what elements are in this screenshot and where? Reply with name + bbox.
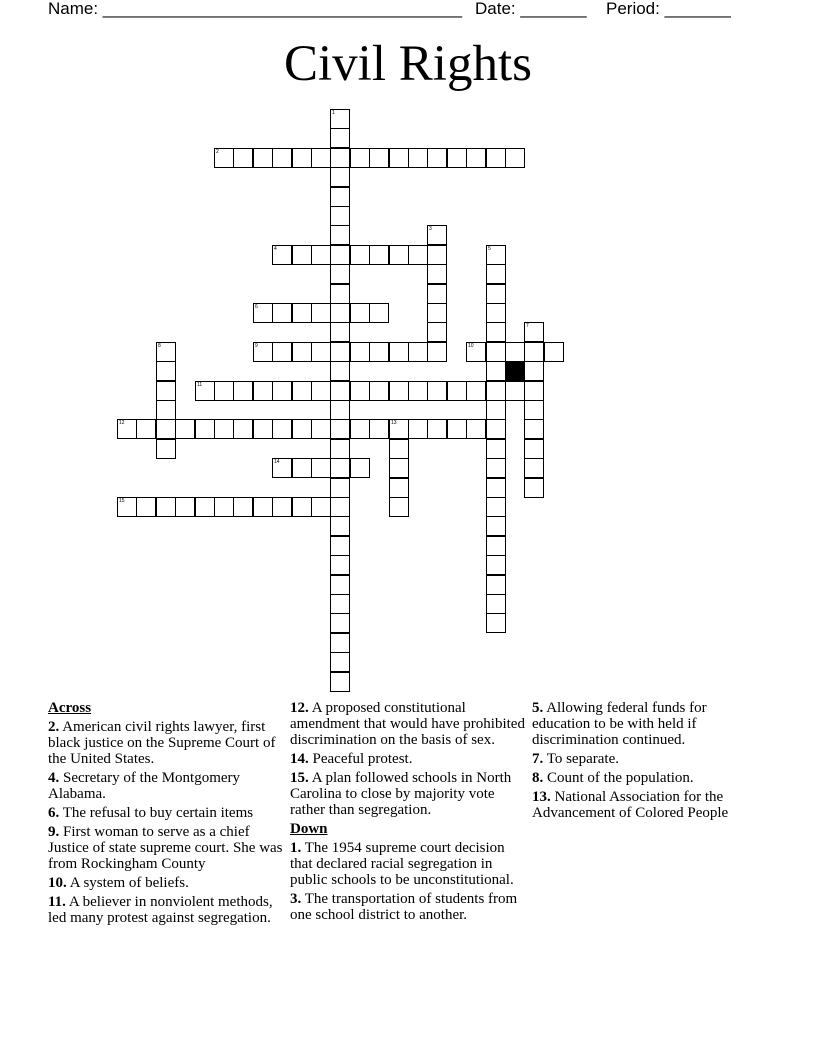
- clue-across-15: 15. A plan followed schools in North Carolina to close by majority vote rather than segregation.: [290, 770, 512, 818]
- crossword-cell[interactable]: [486, 148, 506, 168]
- crossword-cell[interactable]: [524, 342, 544, 362]
- crossword-cell[interactable]: [311, 148, 331, 168]
- crossword-cell[interactable]: [195, 419, 215, 439]
- clue-number-15: 15: [119, 498, 125, 504]
- crossword-cell[interactable]: [350, 245, 370, 265]
- crossword-cell[interactable]: [272, 342, 292, 362]
- clue-number-2: 2: [216, 149, 219, 155]
- crossword-cell[interactable]: [486, 400, 506, 420]
- crossword-cell[interactable]: [214, 419, 234, 439]
- crossword-cell[interactable]: [272, 381, 292, 401]
- crossword-cell[interactable]: [330, 245, 350, 265]
- crossword-cell[interactable]: [156, 381, 176, 401]
- crossword-cell[interactable]: [427, 342, 447, 362]
- crossword-cell[interactable]: [447, 148, 467, 168]
- crossword-cell[interactable]: [330, 167, 350, 187]
- crossword-cell[interactable]: [486, 536, 506, 556]
- crossword-cell[interactable]: [427, 225, 447, 245]
- clues-column-2: [290, 700, 526, 926]
- crossword-cell[interactable]: [195, 381, 215, 401]
- crossword-cell[interactable]: [214, 381, 234, 401]
- clue-across-9: 9. First woman to serve as a chief Justice of state supreme court. She was from Rockingham County: [48, 824, 283, 872]
- crossword-cell[interactable]: [156, 400, 176, 420]
- crossword-cell[interactable]: [292, 245, 312, 265]
- crossword-cell[interactable]: [253, 148, 273, 168]
- crossword-cell[interactable]: [330, 613, 350, 633]
- clue-down-3: 3. The transportation of students from one school district to another.: [290, 891, 518, 923]
- crossword-cell[interactable]: [486, 458, 506, 478]
- crossword-cell[interactable]: [389, 342, 409, 362]
- crossword-cell[interactable]: [447, 381, 467, 401]
- crossword-cell[interactable]: [311, 458, 331, 478]
- crossword-cell[interactable]: [330, 225, 350, 245]
- crossword-cell[interactable]: [311, 303, 331, 323]
- clue-across-12: 12. A proposed constitutional amendment that would have prohibited discrimination on the basis of sex.: [290, 700, 525, 748]
- crossword-cell[interactable]: [311, 381, 331, 401]
- crossword-cell[interactable]: [427, 284, 447, 304]
- across-clues-column-1: [48, 700, 284, 929]
- crossword-cell[interactable]: [427, 322, 447, 342]
- clue-number-13: 13: [391, 420, 397, 426]
- crossword-cell[interactable]: [272, 148, 292, 168]
- crossword-cell[interactable]: [524, 400, 544, 420]
- crossword-cell[interactable]: [330, 419, 350, 439]
- crossword-cell[interactable]: [505, 342, 525, 362]
- crossword-cell[interactable]: [427, 381, 447, 401]
- crossword-cell[interactable]: [156, 439, 176, 459]
- crossword-cell[interactable]: [408, 342, 428, 362]
- clue-number-12: 12: [119, 420, 125, 426]
- crossword-cell[interactable]: [524, 478, 544, 498]
- down-clues-column-3: [532, 700, 768, 824]
- crossword-cell[interactable]: [350, 342, 370, 362]
- crossword-cell[interactable]: [330, 536, 350, 556]
- crossword-cell[interactable]: [330, 516, 350, 536]
- crossword-cell[interactable]: [195, 497, 215, 517]
- crossword-cell[interactable]: [253, 381, 273, 401]
- crossword-cell[interactable]: [330, 439, 350, 459]
- crossword-cell[interactable]: [156, 497, 176, 517]
- crossword-cell[interactable]: [486, 419, 506, 439]
- crossword-cell[interactable]: [330, 497, 350, 517]
- clue-number-8: 8: [158, 343, 161, 349]
- crossword-cell[interactable]: [175, 497, 195, 517]
- crossword-cell[interactable]: [253, 497, 273, 517]
- page-title: Civil Rights: [284, 36, 532, 92]
- crossword-cell[interactable]: [369, 381, 389, 401]
- crossword-cell[interactable]: [233, 148, 253, 168]
- crossword-cell[interactable]: [330, 361, 350, 381]
- clue-across-14: 14. Peaceful protest.: [290, 751, 413, 767]
- crossword-cell[interactable]: [330, 206, 350, 226]
- clue-across-4: 4. Secretary of the Montgomery Alabama.: [48, 770, 241, 802]
- crossword-cell[interactable]: [330, 284, 350, 304]
- clue-down-1: 1. The 1954 supreme court decision that declared racial segregation in public schools to be unconstitutional.: [290, 840, 514, 888]
- crossword-cell[interactable]: [466, 419, 486, 439]
- crossword-cell[interactable]: [136, 419, 156, 439]
- crossword-cell[interactable]: [466, 342, 486, 362]
- crossword-cell[interactable]: [330, 109, 350, 129]
- crossword-cell[interactable]: [389, 458, 409, 478]
- crossword-cell[interactable]: [214, 148, 234, 168]
- crossword-cell[interactable]: [350, 148, 370, 168]
- crossword-cell[interactable]: [505, 148, 525, 168]
- crossword-cell[interactable]: [272, 419, 292, 439]
- clue-number-1: 1: [332, 110, 335, 116]
- crossword-cell[interactable]: [272, 245, 292, 265]
- crossword-cell[interactable]: [311, 497, 331, 517]
- crossword-cell[interactable]: [292, 458, 312, 478]
- crossword-cell[interactable]: [350, 419, 370, 439]
- crossword-cell[interactable]: [156, 361, 176, 381]
- crossword-cell[interactable]: [524, 439, 544, 459]
- crossword-cell[interactable]: [524, 322, 544, 342]
- crossword-cell[interactable]: [330, 303, 350, 323]
- crossword-cell[interactable]: [486, 594, 506, 614]
- crossword-cell[interactable]: [156, 342, 176, 362]
- crossword-cell[interactable]: [330, 187, 350, 207]
- crossword-cell[interactable]: [272, 458, 292, 478]
- black-cell: [505, 361, 525, 381]
- crossword-cell[interactable]: [330, 672, 350, 692]
- crossword-cell[interactable]: [486, 245, 506, 265]
- crossword-cell[interactable]: [524, 381, 544, 401]
- crossword-cell[interactable]: [350, 458, 370, 478]
- crossword-cell[interactable]: [214, 497, 234, 517]
- crossword-cell[interactable]: [466, 381, 486, 401]
- crossword-cell[interactable]: [486, 516, 506, 536]
- crossword-cell[interactable]: [427, 303, 447, 323]
- clue-number-3: 3: [429, 226, 432, 232]
- crossword-cell[interactable]: [292, 303, 312, 323]
- crossword-cell[interactable]: [505, 381, 525, 401]
- name-field[interactable]: Name: ______________________________________: [48, 0, 463, 18]
- crossword-cell[interactable]: [330, 148, 350, 168]
- crossword-cell[interactable]: [136, 497, 156, 517]
- crossword-cell[interactable]: [350, 381, 370, 401]
- crossword-cell[interactable]: [486, 575, 506, 595]
- crossword-cell[interactable]: [466, 148, 486, 168]
- date-field[interactable]: Date: _______: [475, 0, 587, 18]
- clue-across-6: 6. The refusal to buy certain items: [48, 805, 254, 821]
- clue-number-7: 7: [526, 323, 529, 329]
- crossword-cell[interactable]: [486, 381, 506, 401]
- clue-across-2: 2. American civil rights lawyer, first black justice on the Supreme Court of the United States.: [48, 719, 276, 767]
- crossword-cell[interactable]: [486, 284, 506, 304]
- crossword-cell[interactable]: [408, 419, 428, 439]
- crossword-cell[interactable]: [427, 245, 447, 265]
- crossword-cell[interactable]: [447, 419, 467, 439]
- crossword-cell[interactable]: [486, 497, 506, 517]
- crossword-cell[interactable]: [292, 148, 312, 168]
- crossword-cell[interactable]: [389, 381, 409, 401]
- crossword-cell[interactable]: [292, 381, 312, 401]
- crossword-cell[interactable]: [330, 575, 350, 595]
- crossword-cell[interactable]: [233, 381, 253, 401]
- crossword-cell[interactable]: [486, 303, 506, 323]
- crossword-cell[interactable]: [330, 128, 350, 148]
- crossword-cell[interactable]: [544, 342, 564, 362]
- clue-number-6: 6: [255, 304, 258, 310]
- down-heading: Down: [290, 821, 328, 837]
- clue-across-10: 10. A system of beliefs.: [48, 875, 189, 891]
- crossword-cell[interactable]: [253, 303, 273, 323]
- crossword-cell[interactable]: [524, 419, 544, 439]
- crossword-cell[interactable]: [117, 497, 137, 517]
- clue-number-10: 10: [468, 343, 474, 349]
- crossword-cell[interactable]: [486, 361, 506, 381]
- clue-down-5: 5. Allowing federal funds for education to be with held if discrimination continued.: [532, 700, 707, 748]
- crossword-cell[interactable]: [369, 342, 389, 362]
- crossword-cell[interactable]: [389, 439, 409, 459]
- crossword-cell[interactable]: [427, 264, 447, 284]
- crossword-cell[interactable]: [486, 322, 506, 342]
- crossword-cell[interactable]: [408, 148, 428, 168]
- crossword-cell[interactable]: [330, 264, 350, 284]
- period-field[interactable]: Period: _______: [606, 0, 731, 18]
- clue-down-8: 8. Count of the population.: [532, 770, 694, 786]
- crossword-cell[interactable]: [330, 652, 350, 672]
- crossword-cell[interactable]: [292, 342, 312, 362]
- crossword-cell[interactable]: [350, 303, 370, 323]
- crossword-cell[interactable]: [486, 264, 506, 284]
- clue-number-11: 11: [197, 382, 203, 388]
- crossword-cell[interactable]: [408, 245, 428, 265]
- crossword-cell[interactable]: [486, 342, 506, 362]
- crossword-cell[interactable]: [486, 439, 506, 459]
- crossword-cell[interactable]: [330, 478, 350, 498]
- crossword-cell[interactable]: [524, 458, 544, 478]
- crossword-cell[interactable]: [233, 497, 253, 517]
- clue-number-4: 4: [274, 246, 277, 252]
- crossword-cell[interactable]: [272, 497, 292, 517]
- clue-number-5: 5: [488, 246, 491, 252]
- crossword-cell[interactable]: [427, 419, 447, 439]
- clue-number-14: 14: [274, 459, 280, 465]
- crossword-cell[interactable]: [330, 342, 350, 362]
- clue-number-9: 9: [255, 343, 258, 349]
- crossword-cell[interactable]: [330, 594, 350, 614]
- crossword-cell[interactable]: [311, 342, 331, 362]
- crossword-cell[interactable]: [524, 361, 544, 381]
- crossword-cell[interactable]: [389, 419, 409, 439]
- crossword-cell[interactable]: [389, 497, 409, 517]
- crossword-cell[interactable]: [311, 245, 331, 265]
- crossword-cell[interactable]: [253, 342, 273, 362]
- crossword-cell[interactable]: [233, 419, 253, 439]
- clue-across-11: 11. A believer in nonviolent methods, led many protest against segregation.: [48, 894, 273, 926]
- crossword-cell[interactable]: [330, 381, 350, 401]
- crossword-cell[interactable]: [175, 419, 195, 439]
- crossword-cell[interactable]: [486, 555, 506, 575]
- across-heading: Across: [48, 700, 92, 716]
- crossword-cell[interactable]: [330, 458, 350, 478]
- crossword-cell[interactable]: [389, 245, 409, 265]
- crossword-cell[interactable]: [253, 419, 273, 439]
- crossword-cell[interactable]: [408, 381, 428, 401]
- crossword-cell[interactable]: [292, 419, 312, 439]
- crossword-cell[interactable]: [486, 478, 506, 498]
- crossword-cell[interactable]: [330, 633, 350, 653]
- crossword-cell[interactable]: [369, 245, 389, 265]
- crossword-cell[interactable]: [389, 148, 409, 168]
- clue-down-7: 7. To separate.: [532, 751, 619, 767]
- crossword-cell[interactable]: [330, 400, 350, 420]
- crossword-cell[interactable]: [486, 613, 506, 633]
- crossword-cell[interactable]: [330, 322, 350, 342]
- crossword-cell[interactable]: [330, 555, 350, 575]
- crossword-cell[interactable]: [272, 303, 292, 323]
- crossword-cell[interactable]: [369, 303, 389, 323]
- crossword-cell[interactable]: [117, 419, 137, 439]
- clue-down-13: 13. National Association for the Advancement of Colored People: [532, 789, 729, 821]
- crossword-cell[interactable]: [369, 419, 389, 439]
- crossword-cell[interactable]: [369, 148, 389, 168]
- crossword-cell[interactable]: [389, 478, 409, 498]
- crossword-cell[interactable]: [156, 419, 176, 439]
- crossword-cell[interactable]: [427, 148, 447, 168]
- crossword-cell[interactable]: [311, 419, 331, 439]
- crossword-cell[interactable]: [292, 497, 312, 517]
